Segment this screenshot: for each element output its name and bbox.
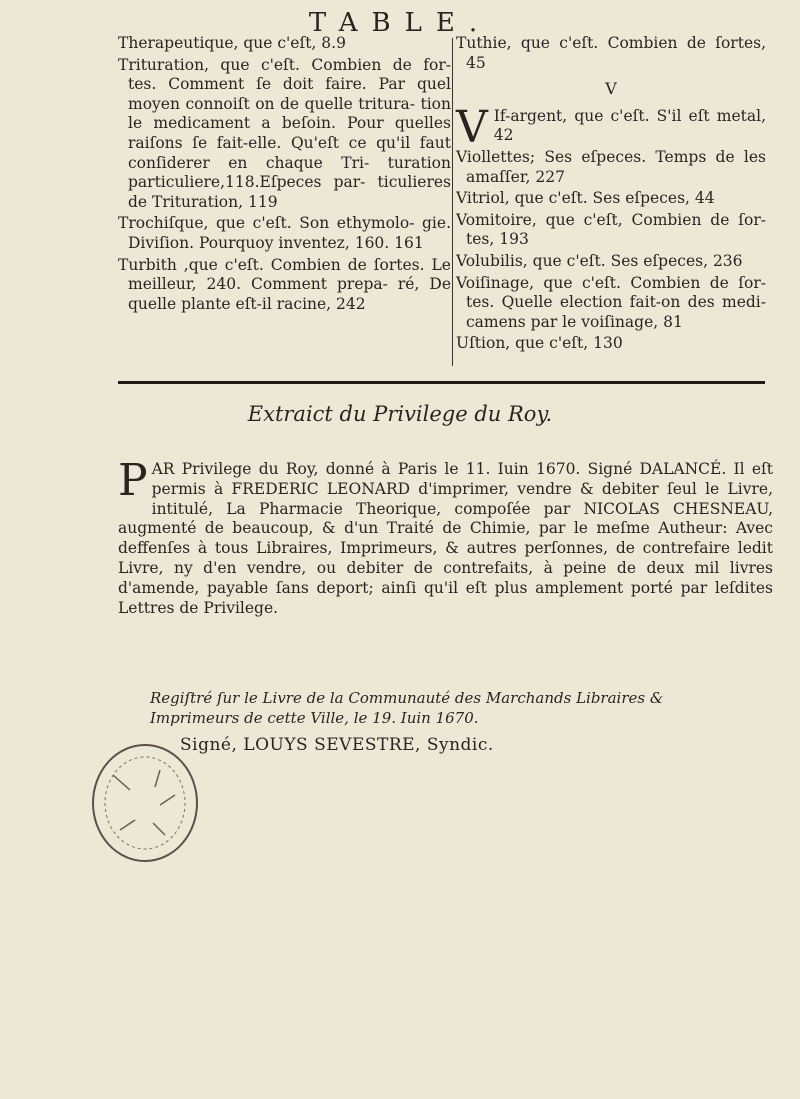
index-entry: Tuthie, que c'eſt. Combien de ſortes, 45 [456,34,766,72]
index-entry: V If-argent, que c'eſt. S'il eſt metal, 42 [456,101,766,153]
page-reference: 240. Comment prepa- ré, De quelle plante eſt-il racine, 242 [128,275,451,313]
page-reference: 45 [466,53,486,72]
page-reference: 44 [694,189,715,208]
page-reference: 42 [493,126,514,145]
page-reference: 8.9 [321,34,346,52]
page-reference: 160. 161 [354,233,424,252]
index-entry: Turbith ,que c'eſt. Combien de ſortes. Le meilleur, 240. Comment prepa- ré, De quelle plante eſt-il racine, 242 [118,255,451,313]
horizontal-rule [118,381,765,384]
privilege-title: Extraict du Privilege du Roy. [247,402,553,426]
index-entry: Vitriol, que c'eſt. Ses eſpeces, 44 [456,189,715,208]
page-reference: 193 [499,230,529,249]
index-entry: Uſtion, que c'eſt, 130 [456,334,623,353]
index-entry: Voiſinage, que c'eſt. Combien de ſor- tes. Quelle election fait-on des medi- camens par le voiſinage, 81 [456,273,766,331]
page-reference: 130 [593,334,623,353]
signature-line: Signé, LOUYS SEVESTRE, Syndic. [180,735,494,755]
registration-note: Regiſtré ſur le Livre de la Communauté des Marchands Libraires & Imprimeurs de cette Ville, le 19. Iuin 1670. [150,689,664,727]
index-entry: Vomitoire, que c'eſt, Combien de ſor- tes, 193 [456,210,766,249]
column-divider [452,38,453,366]
page-reference: 236 [712,251,743,270]
drop-capital: P [118,455,148,506]
index-entry: Volubilis, que c'eſt. Ses eſpeces, 236 [456,251,743,270]
index-entry: Therapeutique, que c'eſt, 8.9 [118,34,346,52]
index-entry: Trituration, que c'eſt. Combien de for- tes. Comment ſe doit faire. Par quel moyen connoiſt on de quelle tritura- tion le medicament a beſoin. Pour quelles raiſons ſe fait-elle. Qu'eſt ce qu'il faut conſiderer en chaque Tri- turation particuliere,118.Eſpeces par- ticulieres de Trituration, 119 [118,55,451,211]
page-title: TABLE. [308,8,492,38]
index-entry: Viollettes; Ses eſpeces. Temps de les amaſſer, 227 [456,147,766,186]
index-entry: Trochiſque, que c'eſt. Son ethymolo- gie. Diviſion. Pourquoy inventez, 160. 161 [118,214,451,252]
drop-capital: V [456,101,488,153]
privilege-text: PAR Privilege du Roy, donné à Paris le 11. Iuin 1670. Signé DALANCÉ. Il eſt permis à FREDERIC LEONARD d'imprimer, vendre & debiter ſeul le Livre, intitulé, La Pharmacie Theorique, compoſée par NICOLAS CHESNEAU, augmenté de beaucoup, & d'un Traité de Chimie, par le meſme Autheur: Avec deffenſes à tous Libraires, Imprimeurs, & autres perſonnes, de contrefaire ledit Livre, ny d'en vendre, ou debiter de contrefaits, à peine de deux mil livres d'amende, payable ſans deport; ainſi qu'il eſt plus amplement porté par leſdites Lettres de Privilege. [118,455,773,617]
page-reference: 81 [663,312,683,331]
page-reference: 227 [535,167,565,186]
section-letter: V [605,79,617,99]
left-index-column [118,34,451,316]
page-reference: 119 [247,192,278,211]
right-index-column [456,34,766,356]
